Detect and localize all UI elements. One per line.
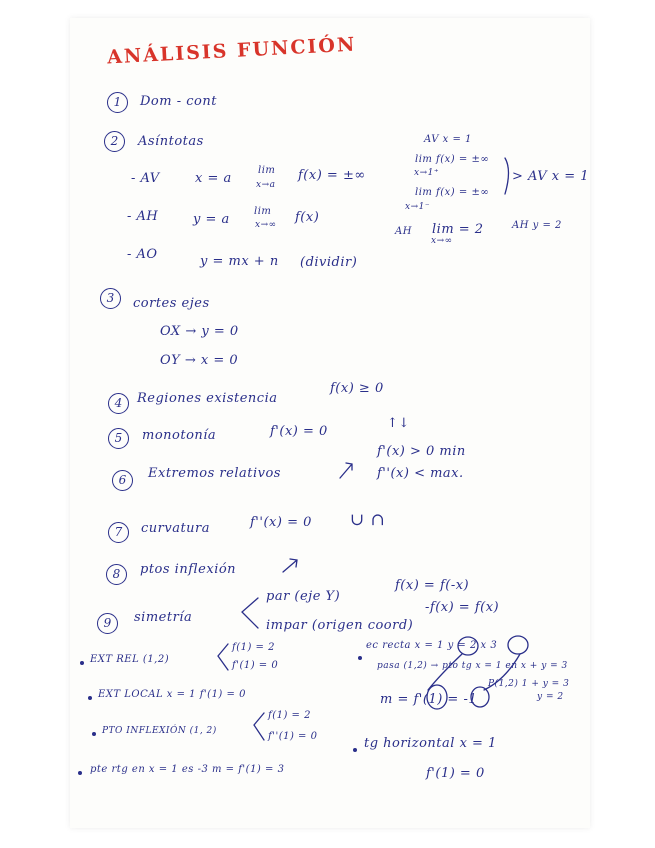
tg-horizontal: tg horizontal x = 1	[364, 736, 497, 751]
example-lim-2-sub: x→1⁻	[405, 202, 431, 212]
regiones-eq: f(x) ≥ 0	[330, 381, 384, 396]
step-number-5: 5	[108, 428, 129, 449]
ah-equation: y = a	[193, 212, 230, 227]
step-number-2: 2	[104, 131, 125, 152]
monotonia-eq: f'(x) = 0	[270, 424, 328, 439]
step-5-text: monotonía	[142, 428, 217, 443]
example-av-result: > AV x = 1	[512, 169, 590, 184]
simetria-impar: impar (origen coord)	[266, 618, 414, 633]
ao-label: - AO	[127, 247, 158, 262]
step-8-text: ptos inflexión	[140, 562, 237, 577]
bullet	[78, 771, 82, 775]
ext-rel-a: f(1) = 2	[232, 642, 275, 653]
ah-result: f(x)	[295, 210, 320, 225]
example-ah-result: AH y = 2	[512, 220, 562, 231]
step-1-text: Dom - cont	[140, 94, 217, 109]
step-7-text: curvatura	[141, 521, 211, 536]
bullet	[92, 732, 96, 736]
bullet	[88, 696, 92, 700]
pendiente-recta: pte rtg en x = 1 es -3 m = f'(1) = 3	[90, 764, 285, 775]
av-lim-sub: x→a	[256, 180, 276, 190]
simetria-impar-eq: -f(x) = f(x)	[425, 600, 500, 615]
bullet	[353, 748, 357, 752]
ec-recta: ec recta x = 1 y = 2 x 3	[366, 640, 498, 651]
step-2-text: Asíntotas	[138, 134, 204, 149]
example-ah-lim-sub: x→∞	[431, 236, 453, 246]
ah-label: - AH	[127, 209, 159, 224]
bullet	[80, 661, 84, 665]
simetria-par-eq: f(x) = f(-x)	[395, 578, 470, 593]
av-result: f(x) = ±∞	[298, 168, 366, 183]
example-lim-1: lim f(x) = ±∞	[415, 154, 490, 165]
av-label: - AV	[131, 171, 160, 186]
ah-lim-sub: x→∞	[255, 220, 277, 230]
step-9-text: simetría	[134, 610, 193, 625]
pasa-punto: pasa (1,2) → pto tg x = 1 en x + y = 3	[377, 661, 568, 671]
extremos-min: f'(x) > 0 min	[377, 444, 466, 459]
ext-rel-b: f'(1) = 0	[232, 660, 279, 671]
ah-lim: lim	[254, 206, 272, 217]
example-ah-label: AH	[395, 226, 412, 237]
curvatura-shapes: ∪ ∩	[350, 510, 386, 530]
pto-inflexion-b: f''(1) = 0	[268, 731, 318, 742]
corte-ox: OX → y = 0	[160, 324, 239, 339]
p-equation-1: P(1,2) 1 + y = 3	[488, 679, 570, 689]
example-lim-1-sub: x→1⁺	[414, 168, 440, 178]
ext-local: EXT LOCAL x = 1 f'(1) = 0	[98, 689, 246, 700]
step-number-6: 6	[112, 470, 133, 491]
ao-equation: y = mx + n	[200, 254, 279, 269]
step-number-1: 1	[107, 92, 128, 113]
example-lim-2: lim f(x) = ±∞	[415, 187, 490, 198]
pto-inflexion-a: f(1) = 2	[268, 710, 311, 721]
ao-note: (dividir)	[300, 255, 358, 270]
monotonia-arrows: ↑↓	[387, 416, 410, 431]
step-3-text: cortes ejes	[133, 296, 210, 311]
step-number-8: 8	[106, 564, 127, 585]
tg-horizontal-eq: f'(1) = 0	[426, 766, 485, 781]
step-6-text: Extremos relativos	[148, 466, 281, 481]
p-equation-2: y = 2	[537, 692, 564, 702]
extremos-max: f''(x) < max.	[377, 466, 464, 481]
simetria-par: par (eje Y)	[266, 589, 341, 604]
pto-inflexion: PTO INFLEXIÓN (1, 2)	[102, 726, 217, 736]
bullet	[358, 656, 362, 660]
step-number-9: 9	[97, 613, 118, 634]
step-number-3: 3	[100, 288, 121, 309]
m-equation: m = f'(1) = -1	[380, 692, 478, 707]
av-equation: x = a	[195, 171, 232, 186]
example-ah-lim: lim = 2	[432, 222, 484, 237]
step-number-7: 7	[108, 522, 129, 543]
corte-oy: OY → x = 0	[160, 353, 239, 368]
ext-rel: EXT REL (1,2)	[90, 654, 170, 665]
page-title: ANÁLISIS FUNCIÓN	[106, 33, 357, 69]
step-number-4: 4	[108, 393, 129, 414]
av-lim: lim	[258, 165, 276, 176]
curvatura-eq: f''(x) = 0	[250, 515, 312, 530]
example-av-title: AV x = 1	[424, 134, 472, 145]
step-4-text: Regiones existencia	[137, 391, 278, 406]
